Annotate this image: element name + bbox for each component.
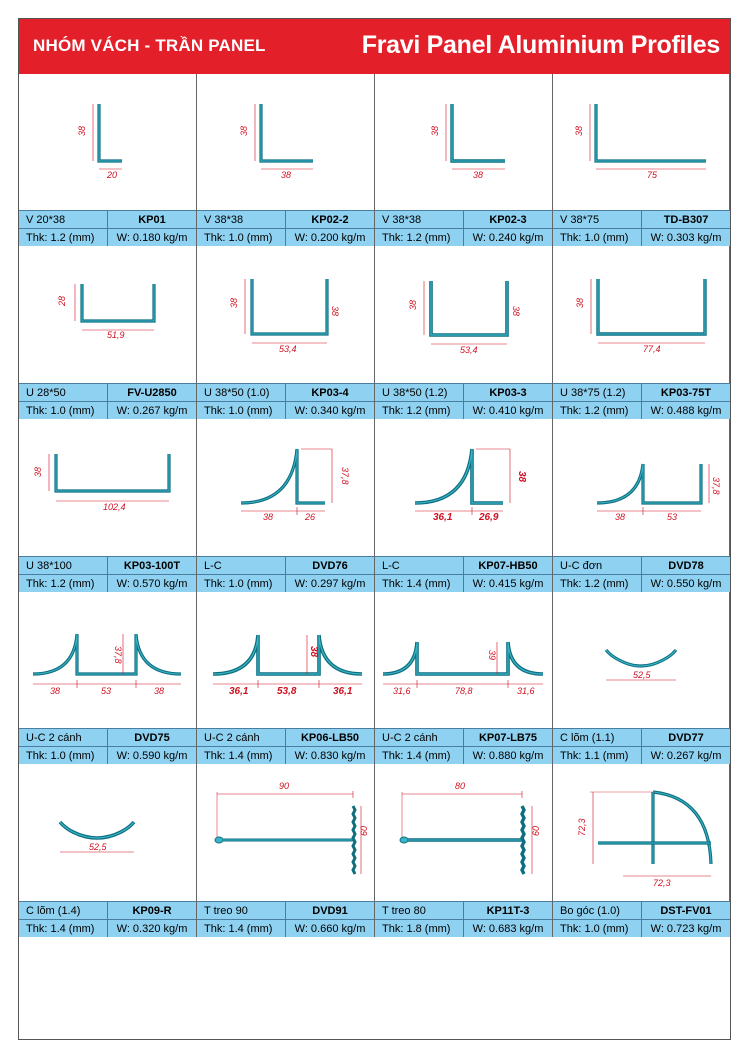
weight-value: W: 0.240 kg/m <box>463 229 552 246</box>
dimension-label: 36,1 <box>229 686 249 697</box>
product-row <box>19 592 730 764</box>
dimension-label: 80 <box>455 781 466 791</box>
weight-value: W: 0.660 kg/m <box>285 920 374 937</box>
thickness-value: Thk: 1.0 (mm) <box>26 750 95 762</box>
dimension-label: 51,9 <box>107 330 125 340</box>
weight-value: W: 0.570 kg/m <box>107 575 196 592</box>
product-code: KP11T-3 <box>463 902 552 919</box>
spec-table <box>553 210 730 246</box>
thickness-value: Thk: 1.0 (mm) <box>204 232 273 244</box>
dimension-label: 52,5 <box>633 670 651 680</box>
product-code: TD-B307 <box>641 211 730 228</box>
dimension-label: 28 <box>57 295 67 306</box>
profile-name: U-C đơn <box>560 560 603 572</box>
profile-drawing <box>375 592 552 728</box>
product-code: DVD77 <box>641 729 730 746</box>
dimension-label: 38 <box>50 686 61 696</box>
profile-drawing <box>197 592 374 728</box>
product-grid <box>19 74 730 935</box>
dimension-label: 38 <box>575 297 585 308</box>
thickness-value: Thk: 1.4 (mm) <box>382 750 451 762</box>
weight-value: W: 0.297 kg/m <box>285 575 374 592</box>
weight-value: W: 0.410 kg/m <box>463 402 552 419</box>
header-right-title: Fravi Panel Aluminium Profiles <box>361 31 720 59</box>
profile-name: T treo 90 <box>204 905 248 917</box>
product-code: KP03-75T <box>641 384 730 401</box>
dimension-label: 38 <box>77 125 87 136</box>
profile-drawing <box>553 246 730 383</box>
spec-table <box>197 728 374 764</box>
profile-name: T treo 80 <box>382 905 426 917</box>
product-row <box>19 246 730 419</box>
product-card <box>197 419 375 592</box>
spec-table <box>375 728 552 764</box>
product-row <box>19 764 730 937</box>
weight-value: W: 0.880 kg/m <box>463 747 552 764</box>
thickness-value: Thk: 1.4 (mm) <box>382 578 451 590</box>
product-code: KP02-3 <box>463 211 552 228</box>
profile-drawing <box>553 74 730 210</box>
product-code: KP06-LB50 <box>285 729 374 746</box>
weight-value: W: 0.267 kg/m <box>107 402 196 419</box>
dimension-label: 77,4 <box>643 344 661 354</box>
product-code: DST-FV01 <box>641 902 730 919</box>
product-card <box>375 419 553 592</box>
dimension-label: 78,8 <box>455 686 473 696</box>
profile-name: U 38*50 (1.2) <box>382 387 448 399</box>
product-code: DVD76 <box>285 557 374 574</box>
thickness-value: Thk: 1.2 (mm) <box>382 405 451 417</box>
profile-drawing <box>19 764 196 901</box>
product-card <box>375 764 553 937</box>
product-card <box>375 74 553 246</box>
spec-table <box>19 210 196 246</box>
dimension-label: 26,9 <box>479 512 499 523</box>
dimension-label: 38 <box>229 297 239 308</box>
spec-table <box>375 210 552 246</box>
dimension-label: 20 <box>107 170 118 180</box>
profile-name: U-C 2 cánh <box>26 732 82 744</box>
product-card <box>553 592 730 764</box>
dimension-label: 38 <box>281 170 292 180</box>
weight-value: W: 0.415 kg/m <box>463 575 552 592</box>
product-code: KP07-LB75 <box>463 729 552 746</box>
dimension-label: 36,1 <box>433 512 453 523</box>
weight-value: W: 0.320 kg/m <box>107 920 196 937</box>
dimension-label: 39 <box>487 650 497 661</box>
dimension-label: 38 <box>473 170 484 180</box>
dimension-label: 53,4 <box>460 345 478 355</box>
dimension-label: 38 <box>615 512 626 522</box>
thickness-value: Thk: 1.0 (mm) <box>204 405 273 417</box>
product-code: FV-U2850 <box>107 384 196 401</box>
profile-name: C lõm (1.1) <box>560 732 615 744</box>
dimension-label: 75 <box>647 170 658 180</box>
dimension-label: 37,8 <box>113 646 123 664</box>
weight-value: W: 0.303 kg/m <box>641 229 730 246</box>
profile-name: V 38*38 <box>204 214 244 226</box>
spec-table <box>553 901 730 937</box>
profile-drawing <box>19 246 196 383</box>
thickness-value: Thk: 1.2 (mm) <box>382 232 451 244</box>
weight-value: W: 0.180 kg/m <box>107 229 196 246</box>
profile-drawing <box>553 419 730 556</box>
thickness-value: Thk: 1.0 (mm) <box>560 232 629 244</box>
profile-drawing <box>19 419 196 556</box>
dimension-label: 38 <box>516 471 527 483</box>
spec-table <box>553 556 730 592</box>
product-card <box>375 592 553 764</box>
dimension-label: 72,3 <box>653 878 671 888</box>
product-card <box>553 246 730 419</box>
profile-drawing <box>197 246 374 383</box>
profile-drawing <box>19 592 196 728</box>
dimension-label: 38 <box>263 512 274 522</box>
weight-value: W: 0.200 kg/m <box>285 229 374 246</box>
dimension-label: 38 <box>574 125 584 136</box>
profile-drawing <box>553 764 730 901</box>
thickness-value: Thk: 1.0 (mm) <box>560 923 629 935</box>
thickness-value: Thk: 1.4 (mm) <box>204 923 273 935</box>
product-card <box>197 764 375 937</box>
dimension-label: 38 <box>511 306 521 317</box>
spec-table <box>375 383 552 419</box>
profile-name: L-C <box>204 560 222 572</box>
product-card <box>19 74 197 246</box>
profile-name: U-C 2 cánh <box>204 732 260 744</box>
dimension-label: 102,4 <box>103 502 126 512</box>
thickness-value: Thk: 1.1 (mm) <box>560 750 629 762</box>
dimension-label: 90 <box>279 781 290 791</box>
weight-value: W: 0.830 kg/m <box>285 747 374 764</box>
spec-table <box>197 210 374 246</box>
product-code: KP07-HB50 <box>463 557 552 574</box>
spec-table <box>375 901 552 937</box>
product-card <box>197 74 375 246</box>
spec-table <box>197 383 374 419</box>
dimension-label: 53 <box>667 512 678 522</box>
profile-name: V 20*38 <box>26 214 66 226</box>
product-code: KP09-R <box>107 902 196 919</box>
product-code: DVD91 <box>285 902 374 919</box>
thickness-value: Thk: 1.4 (mm) <box>26 923 95 935</box>
weight-value: W: 0.683 kg/m <box>463 920 552 937</box>
profile-name: V 38*75 <box>560 214 600 226</box>
product-card <box>197 592 375 764</box>
product-card <box>19 592 197 764</box>
profile-name: V 38*38 <box>382 214 422 226</box>
weight-value: W: 0.340 kg/m <box>285 402 374 419</box>
dimension-label: 53,4 <box>279 344 297 354</box>
dimension-label: 53 <box>101 686 112 696</box>
product-card <box>553 419 730 592</box>
profile-name: U 38*75 (1.2) <box>560 387 626 399</box>
profile-drawing <box>197 764 374 901</box>
dimension-label: 52,5 <box>89 842 107 852</box>
weight-value: W: 0.488 kg/m <box>641 402 730 419</box>
profile-name: U 28*50 <box>26 387 66 399</box>
product-code: DVD75 <box>107 729 196 746</box>
dimension-label: 31,6 <box>393 686 411 696</box>
profile-drawing <box>375 764 552 901</box>
spec-table <box>19 556 196 592</box>
spec-table <box>197 556 374 592</box>
spec-table <box>197 901 374 937</box>
thickness-value: Thk: 1.0 (mm) <box>204 578 273 590</box>
spec-table <box>553 383 730 419</box>
product-row <box>19 74 730 246</box>
profile-name: U-C 2 cánh <box>382 732 438 744</box>
dimension-label: 36,1 <box>333 686 353 697</box>
profile-drawing <box>197 419 374 556</box>
product-card <box>197 246 375 419</box>
product-code: DVD78 <box>641 557 730 574</box>
profile-drawing <box>197 74 374 210</box>
header-left-title: NHÓM VÁCH - TRẦN PANEL <box>33 36 266 55</box>
thickness-value: Thk: 1.4 (mm) <box>204 750 273 762</box>
product-card <box>553 764 730 937</box>
dimension-label: 38 <box>33 466 43 477</box>
spec-table <box>19 383 196 419</box>
product-card <box>553 74 730 246</box>
product-code: KP03-100T <box>107 557 196 574</box>
dimension-label: 60 <box>531 825 541 836</box>
weight-value: W: 0.267 kg/m <box>641 747 730 764</box>
dimension-label: 72,3 <box>577 818 587 836</box>
weight-value: W: 0.723 kg/m <box>641 920 730 937</box>
dimension-label: 38 <box>430 125 440 136</box>
profile-drawing <box>19 74 196 210</box>
spec-table <box>19 901 196 937</box>
header-banner <box>19 19 730 74</box>
thickness-value: Thk: 1.8 (mm) <box>382 923 451 935</box>
dimension-label: 37,8 <box>711 477 721 495</box>
product-card <box>375 246 553 419</box>
dimension-label: 38 <box>330 306 340 317</box>
product-code: KP03-3 <box>463 384 552 401</box>
dimension-label: 31,6 <box>517 686 535 696</box>
product-row <box>19 419 730 592</box>
profile-drawing <box>375 74 552 210</box>
profile-name: U 38*100 <box>26 560 72 572</box>
dimension-label: 38 <box>239 125 249 136</box>
dimension-label: 26 <box>305 512 316 522</box>
profile-drawing <box>375 419 552 556</box>
product-code: KP02-2 <box>285 211 374 228</box>
thickness-value: Thk: 1.2 (mm) <box>26 232 95 244</box>
profile-drawing <box>375 246 552 383</box>
dimension-label: 53,8 <box>277 686 297 697</box>
dimension-label: 38 <box>308 646 319 658</box>
profile-name: C lõm (1.4) <box>26 905 81 917</box>
spec-table <box>553 728 730 764</box>
thickness-value: Thk: 1.2 (mm) <box>26 578 95 590</box>
thickness-value: Thk: 1.0 (mm) <box>26 405 95 417</box>
product-card <box>19 246 197 419</box>
profile-drawing <box>553 592 730 728</box>
product-code: KP01 <box>107 211 196 228</box>
weight-value: W: 0.590 kg/m <box>107 747 196 764</box>
dimension-label: 60 <box>359 825 369 836</box>
dimension-label: 37,8 <box>340 467 350 485</box>
spec-table <box>19 728 196 764</box>
spec-table <box>375 556 552 592</box>
product-card <box>19 419 197 592</box>
product-card <box>19 764 197 937</box>
weight-value: W: 0.550 kg/m <box>641 575 730 592</box>
dimension-label: 38 <box>408 299 418 310</box>
thickness-value: Thk: 1.2 (mm) <box>560 578 629 590</box>
profile-name: L-C <box>382 560 400 572</box>
product-code: KP03-4 <box>285 384 374 401</box>
dimension-label: 38 <box>154 686 165 696</box>
profile-name: Bo góc (1.0) <box>560 905 620 917</box>
thickness-value: Thk: 1.2 (mm) <box>560 405 629 417</box>
profile-name: U 38*50 (1.0) <box>204 387 270 399</box>
